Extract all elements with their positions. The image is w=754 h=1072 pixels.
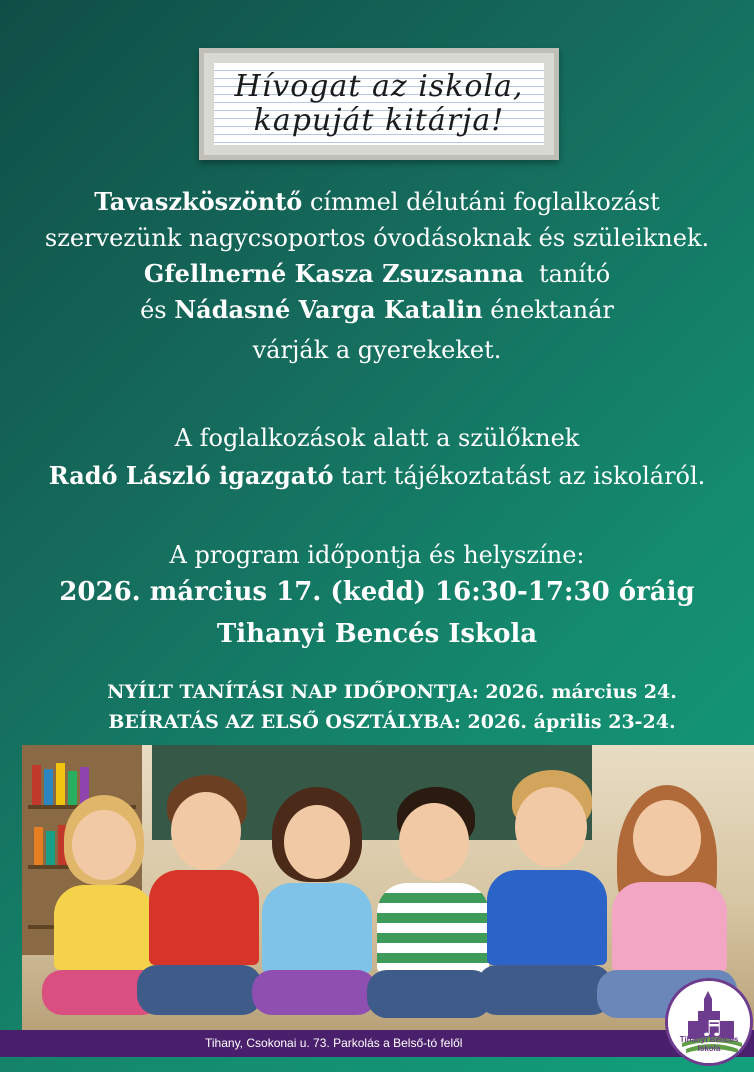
intro-line-5: várják a gyerekeket. [252,336,502,364]
program-heading: A program időpontja és helyszíne: [169,541,585,569]
intro-block [0,184,754,368]
intro-line-2: szervezünk nagycsoportos óvodásoknak és szüleiknek. [44,224,710,252]
parents-line-1: A foglalkozások alatt a szülőknek [174,424,580,452]
child-5 [477,765,612,1030]
teacher-2-name: Nádasné Varga Katalin [174,295,483,324]
teacher-1-line: Gfellnerné Kasza Zsuzsanna tanító [143,259,611,288]
school-logo [665,978,753,1066]
program-place: Tihanyi Bencés Iskola [216,619,538,649]
intro-line-1: Tavaszköszöntő címmel délutáni foglalkozást [94,187,660,216]
footer-address: Tihany, Csokonai u. 73. Parkolás a Belső-tó felől [205,1036,463,1050]
director-name: Radó László igazgató [48,461,334,490]
event-name: Tavaszköszöntő [94,187,303,216]
dates-block [0,677,754,737]
teacher-1-name: Gfellnerné Kasza Zsuzsanna [143,259,524,288]
children-photo [22,745,754,1030]
program-block [0,537,754,653]
parents-line-2: Radó László igazgató tart tájékoztatást az iskoláról. [48,461,706,490]
lined-paper [214,63,544,145]
program-datetime: 2026. március 17. (kedd) 16:30-17:30 óráig [59,577,695,607]
teacher-2-line: és Nádasné Varga Katalin énektanár [140,295,614,324]
handwriting-sign [199,48,559,160]
child-3 [252,775,377,1030]
child-2 [137,770,262,1030]
child-4 [367,775,492,1030]
open-day-date: NYÍLT TANÍTÁSI NAP IDŐPONTJA: 2026. március 24. [107,681,677,703]
sign-line-1: Hívogat az iskola, [234,69,524,104]
footer-bar [0,1030,754,1057]
enrollment-date: BEÍRATÁS AZ ELSŐ OSZTÁLYBA: 2026. április 23-24. [108,711,676,733]
svg-text:♬: ♬ [702,1017,722,1042]
parents-block [0,420,754,494]
sign-line-2: kapuját kitárja! [253,103,505,138]
logo-text: Tihanyi Bencés Iskola [679,1035,739,1053]
